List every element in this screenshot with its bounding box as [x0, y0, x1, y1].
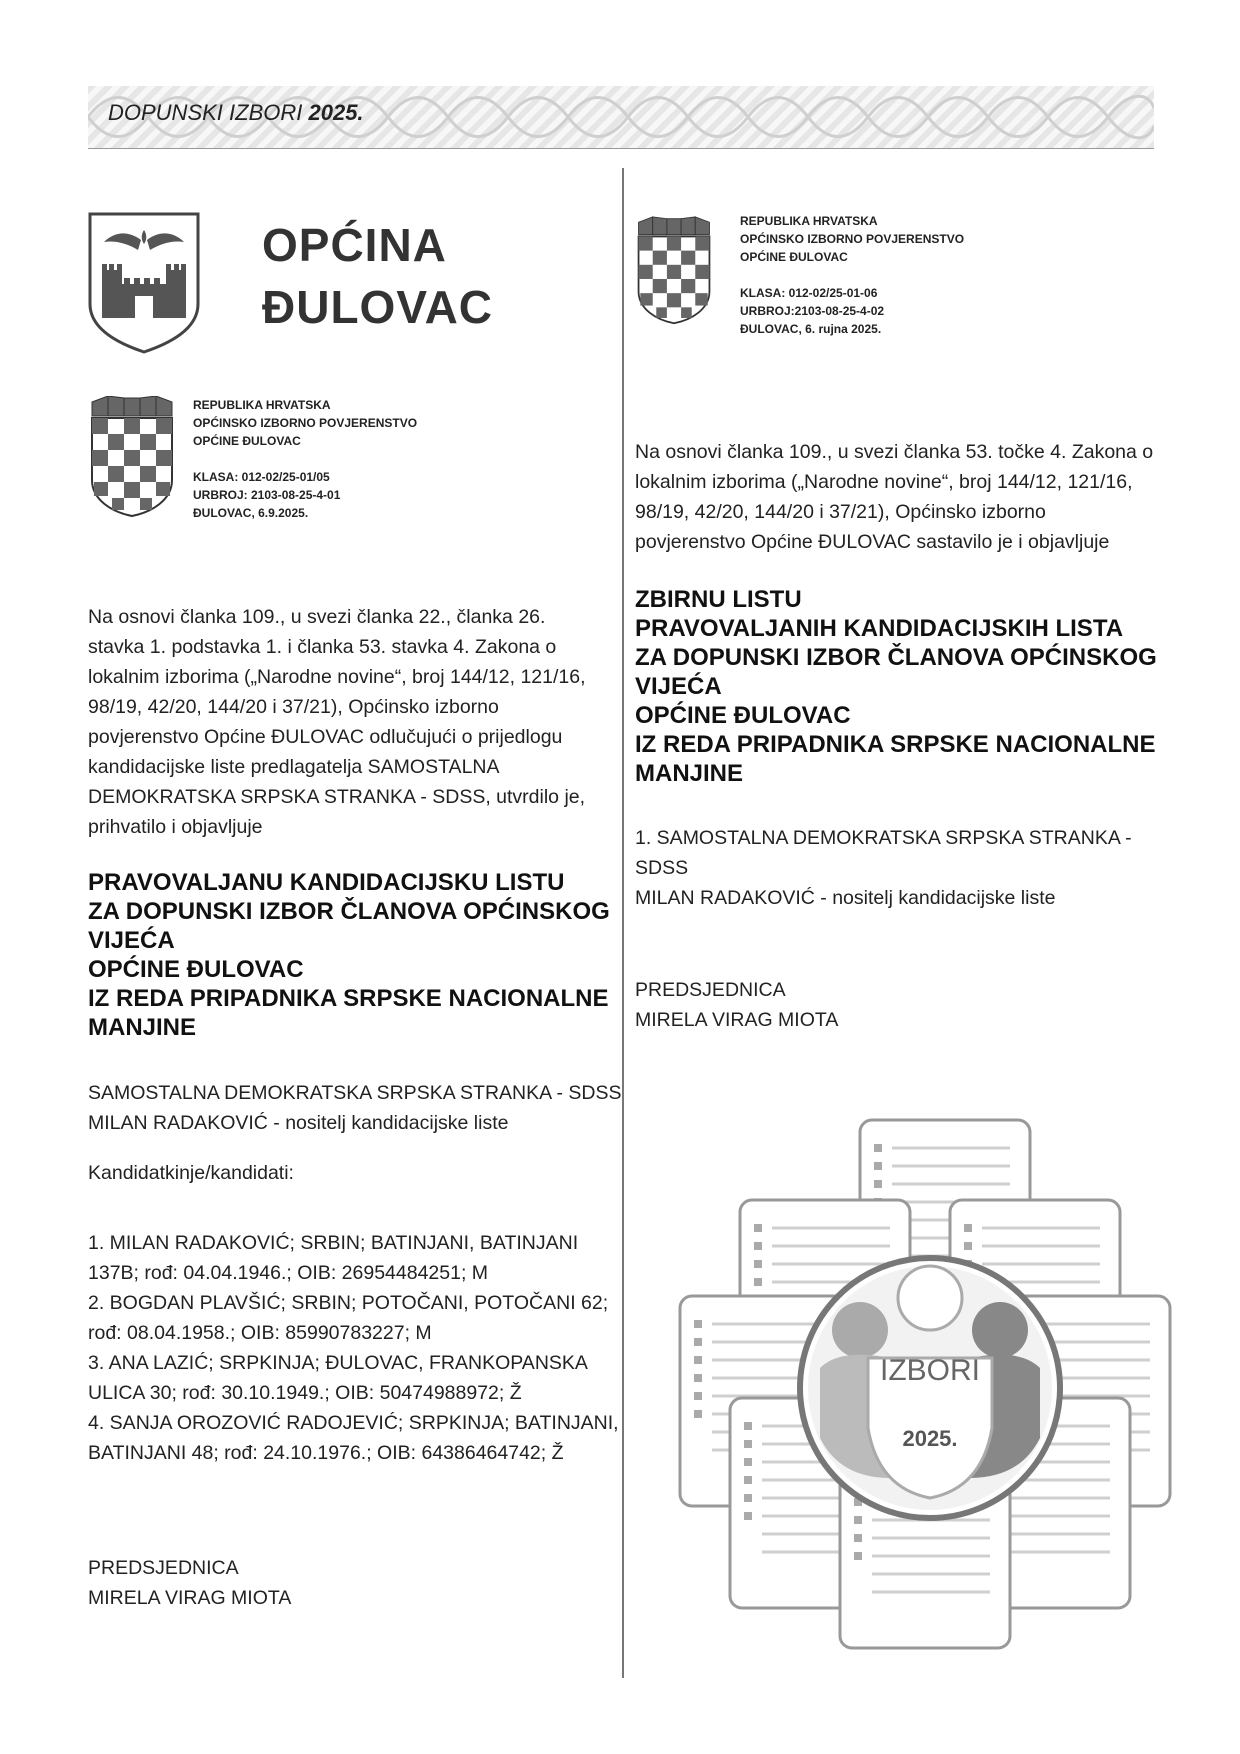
candidate-line: 137B; rođ: 04.04.1946.; OIB: 26954484251; M: [88, 1262, 489, 1284]
left-list-body: [88, 1078, 622, 1468]
stamp-line: REPUBLIKA HRVATSKA: [740, 214, 878, 228]
title-line: IZ REDA PRIPADNIKA SRPSKE NACIONALNE: [88, 985, 609, 1012]
municipality-coat-of-arms-icon: [88, 212, 200, 354]
right-signature: [635, 975, 838, 1035]
header-year: 2025.: [308, 100, 364, 125]
stamp-line: OPĆINE ĐULOVAC: [740, 250, 848, 264]
logo-word: IZBORI: [879, 1354, 981, 1387]
stamp-urbroj: URBROJ: 2103-08-25-4-01: [193, 488, 341, 502]
header-label: DOPUNSKI IZBORI: [108, 100, 303, 125]
municipality-name-line1: OPĆINA: [262, 219, 447, 271]
title-line: MANJINE: [88, 1014, 197, 1041]
title-line: ZA DOPUNSKI IZBOR ČLANOVA OPĆINSKOG: [635, 644, 1157, 671]
stamp-place-date: ĐULOVAC, 6. rujna 2025.: [740, 322, 882, 336]
right-decision-title: [635, 585, 1157, 788]
candidate-line: 3. ANA LAZIĆ; SRPKINJA; ĐULOVAC, FRANKOPANSKA: [88, 1352, 588, 1374]
title-line: VIJEĆA: [88, 927, 175, 954]
candidates-label: Kandidatkinje/kandidati:: [88, 1162, 294, 1184]
title-line: ZA DOPUNSKI IZBOR ČLANOVA OPĆINSKOG: [88, 898, 610, 925]
croatian-coat-of-arms-icon: [88, 396, 176, 518]
signature-role: PREDSJEDNICA: [635, 979, 786, 1001]
stamp-place-date: ĐULOVAC, 6.9.2025.: [193, 506, 309, 520]
left-decision-title: [88, 868, 610, 1042]
column-divider: [622, 168, 624, 1678]
stamp-line: OPĆINSKO IZBORNO POVJERENSTVO: [193, 416, 418, 430]
title-line: PRAVOVALJANIH KANDIDACIJSKIH LISTA: [635, 615, 1124, 642]
stamp-klasa: KLASA: 012-02/25-01/05: [193, 470, 330, 484]
header-title: [108, 100, 364, 126]
candidate-line: ULICA 30; rođ: 30.10.1949.; OIB: 50474988972; Ž: [88, 1382, 522, 1404]
title-line: PRAVOVALJANU KANDIDACIJSKU LISTU: [88, 869, 565, 896]
party-name: SAMOSTALNA DEMOKRATSKA SRPSKA STRANKA - SDSS: [88, 1082, 622, 1104]
list-leader: MILAN RADAKOVIĆ - nositelj kandidacijske liste: [88, 1112, 509, 1134]
croatian-coat-of-arms-icon: [635, 212, 713, 330]
title-line: MANJINE: [635, 760, 744, 787]
logo-year: 2025.: [902, 1426, 958, 1451]
left-intro-paragraph: Na osnovi članka 109., u svezi članka 22., članka 26. stavka 1. podstavka 1. i članka 53. stavka 4. Zakona o lokalnim izborima („Narodne novine“, broj 144/12, 121/16, 98/19, 42/20, 144/20 i 37/21), Općinsko izborno povjerenstvo Općine ĐULOVAC odlučujući o prijedlogu kandidacijske liste predlagatelja SAMOSTALNA DEMOKRATSKA SRPSKA STRANKA - SDSS, utvrdilo je, prihvatilo i objavljuje: [88, 606, 586, 838]
list-item-line: SDSS: [635, 857, 689, 879]
right-intro-paragraph: Na osnovi članka 109., u svezi članka 53. točke 4. Zakona o lokalnim izborima („Narodne novine“, broj 144/12, 121/16, 98/19, 42/20, 144/20 i 37/21), Općinsko izborno povjerenstvo Općine ĐULOVAC sastavilo je i objavljuje: [635, 441, 1154, 553]
left-signature: [88, 1553, 291, 1613]
title-line: IZ REDA PRIPADNIKA SRPSKE NACIONALNE: [635, 731, 1156, 758]
municipality-name-line2: ĐULOVAC: [262, 281, 494, 333]
stamp-klasa: KLASA: 012-02/25-01-06: [740, 286, 878, 300]
title-line: VIJEĆA: [635, 673, 722, 700]
signature-name: MIRELA VIRAG MIOTA: [88, 1587, 292, 1609]
list-leader: MILAN RADAKOVIĆ - nositelj kandidacijske liste: [635, 887, 1056, 909]
candidate-line: 2. BOGDAN PLAVŠIĆ; SRBIN; POTOČANI, POTOČANI 62;: [88, 1292, 609, 1314]
elections-logo-illustration: [670, 1118, 1190, 1658]
candidate-line: rođ: 08.04.1958.; OIB: 85990783227; M: [88, 1322, 432, 1344]
right-list-body: [635, 823, 1132, 913]
candidate-line: 1. MILAN RADAKOVIĆ; SRBIN; BATINJANI, BATINJANI: [88, 1232, 579, 1254]
candidate-line: 4. SANJA OROZOVIĆ RADOJEVIĆ; SRPKINJA; BATINJANI,: [88, 1412, 619, 1434]
signature-name: MIRELA VIRAG MIOTA: [635, 1009, 839, 1031]
municipality-name: [262, 214, 493, 338]
signature-role: PREDSJEDNICA: [88, 1557, 239, 1579]
stamp-line: REPUBLIKA HRVATSKA: [193, 398, 331, 412]
title-line: OPĆINE ĐULOVAC: [88, 956, 304, 983]
title-line: OPĆINE ĐULOVAC: [635, 702, 851, 729]
candidate-line: BATINJANI 48; rođ: 24.10.1976.; OIB: 64386464742; Ž: [88, 1442, 564, 1464]
stamp-line: OPĆINSKO IZBORNO POVJERENSTVO: [740, 232, 965, 246]
stamp-urbroj: URBROJ:2103-08-25-4-02: [740, 304, 885, 318]
list-item-line: 1. SAMOSTALNA DEMOKRATSKA SRPSKA STRANKA -: [635, 827, 1132, 849]
title-line: ZBIRNU LISTU: [635, 586, 802, 613]
stamp-line: OPĆINE ĐULOVAC: [193, 434, 301, 448]
